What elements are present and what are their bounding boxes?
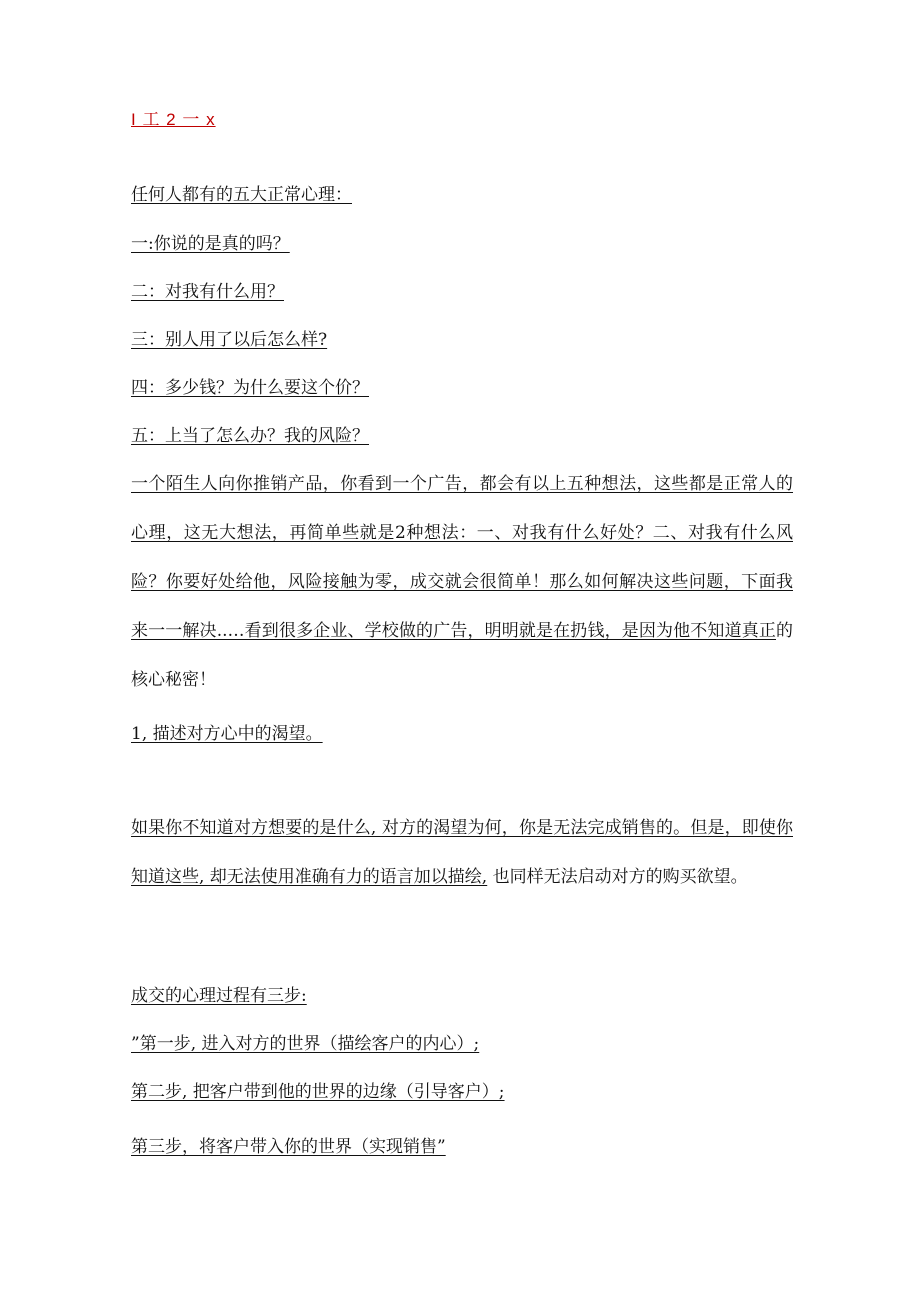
list-item: 三：别人用了以后怎么样? bbox=[131, 330, 328, 350]
list-item: 四：多少钱？为什么要这个价？ bbox=[131, 378, 369, 398]
step-item: 第三步，将客户带入你的世界（实现销售” bbox=[131, 1137, 446, 1157]
section-title-closing-steps: 成交的心理过程有三步: bbox=[131, 986, 307, 1006]
document-code: I 工 2 一 x bbox=[131, 110, 216, 129]
step-item: 第二步, 把客户带到他的世界的边缘（引导客户）; bbox=[131, 1082, 505, 1102]
step-item: ”第一步, 进入对方的世界（描绘客户的内心）; bbox=[131, 1034, 480, 1054]
list-item: 一:你说的是真的吗？ bbox=[131, 234, 290, 254]
paragraph-text-tail: 也同样无法启动对方的购买欲望。 bbox=[487, 867, 748, 887]
paragraph-desire bbox=[131, 804, 793, 902]
list-item: 二：对我有什么用？ bbox=[131, 282, 284, 302]
section-title-five-mentalities: 任何人都有的五大正常心理： bbox=[131, 185, 352, 205]
list-item: 五：上当了怎么办？我的风险？ bbox=[131, 426, 369, 446]
paragraph-text: 一个陌生人向你推销产品，你看到一个广告，都会有以上五种想法，这些都是正常人的心理，这无大想法，再简单些就是2种想法：一、对我有什么好处？二、对我有什么风险？你要好处给他，风险接触为零，成交就会很简单！那么如何解决这些问题，下面我来一一解决..…看到很多企业、学校做的广告，明明就是在扔钱，是因为他不知道真正 bbox=[131, 474, 793, 641]
heading-describe-desire: 1, 描述对方心中的渴望。 bbox=[131, 724, 323, 744]
paragraph-text-tail: 的核心秘密！ bbox=[131, 621, 793, 690]
paragraph-five-mentalities bbox=[131, 460, 793, 705]
paragraph-text: 如果你不知道对方想要的是什么, 对方的渴望为何，你是无法完成销售的。但是，即使你知道这些, 却无法使用准确有力的语言加以描绘, bbox=[131, 818, 793, 887]
